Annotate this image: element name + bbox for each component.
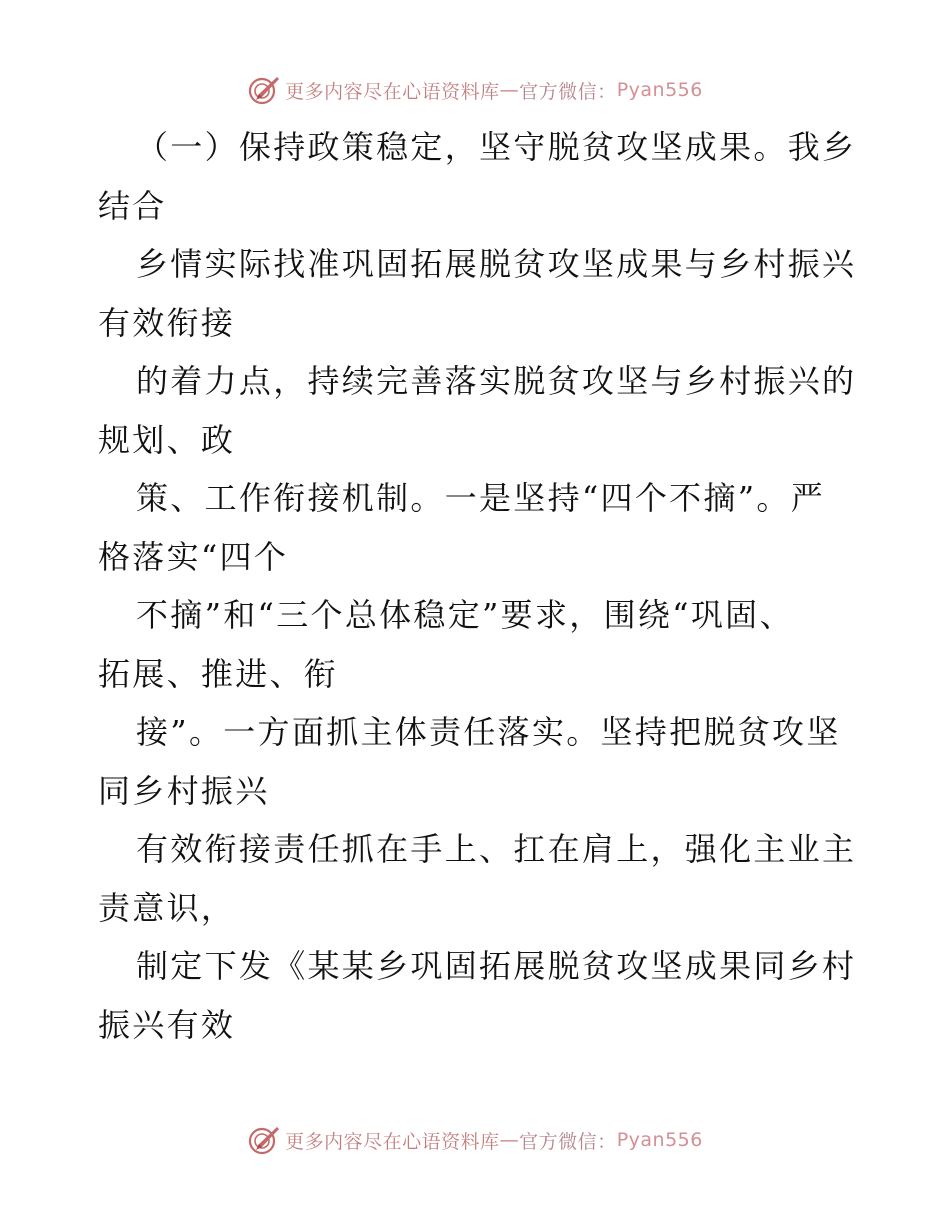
paragraph-line: 责意识， [98,888,236,927]
watermark-dash: — [499,79,520,101]
watermark-brand: 更多内容尽在心语资料库 [285,80,500,103]
watermark-account: Pyan556 [616,79,703,101]
paragraph-line: （一）保持政策稳定，坚守脱贫攻坚成果。我乡 [136,128,857,166]
header-watermark [0,70,950,110]
paragraph-line: 结合 [98,186,167,225]
paragraph-line: 格落实“四个 [98,537,289,576]
document-body [98,118,858,1054]
paragraph-line: 振兴有效 [98,1005,236,1044]
quill-pen-seal-icon [247,1123,281,1157]
watermark-suffix: 官方微信： [519,1130,617,1153]
paragraph-line: 有效衔接责任抓在手上、扛在肩上，强化主业主 [136,830,857,868]
watermark-brand: 更多内容尽在心语资料库 [285,1130,500,1153]
footer-watermark [0,1120,950,1160]
watermark-account: Pyan556 [616,1129,703,1151]
paragraph-line: 接”。一方面抓主体责任落实。坚持把脱贫攻坚 [136,713,841,751]
paragraph-line: 拓展、推进、衔 [98,654,339,693]
paragraph-line: 有效衔接 [98,303,236,342]
watermark-suffix: 官方微信： [519,80,617,103]
paragraph-line: 制定下发《某某乡巩固拓展脱贫攻坚成果同乡村 [136,947,857,985]
paragraph-line: 同乡村振兴 [98,771,270,810]
paragraph-line: 的着力点，持续完善落实脱贫攻坚与乡村振兴的 [136,362,857,400]
paragraph-line: 乡情实际找准巩固拓展脱贫攻坚成果与乡村振兴 [136,245,857,283]
watermark-dash: — [499,1129,520,1151]
paragraph-line: 不摘”和“三个总体稳定”要求，围绕“巩固、 [136,596,794,634]
quill-pen-seal-icon [247,73,281,107]
paragraph-line: 策、工作衔接机制。一是坚持“四个不摘”。严 [136,479,826,517]
paragraph-line: 规划、政 [98,420,236,459]
